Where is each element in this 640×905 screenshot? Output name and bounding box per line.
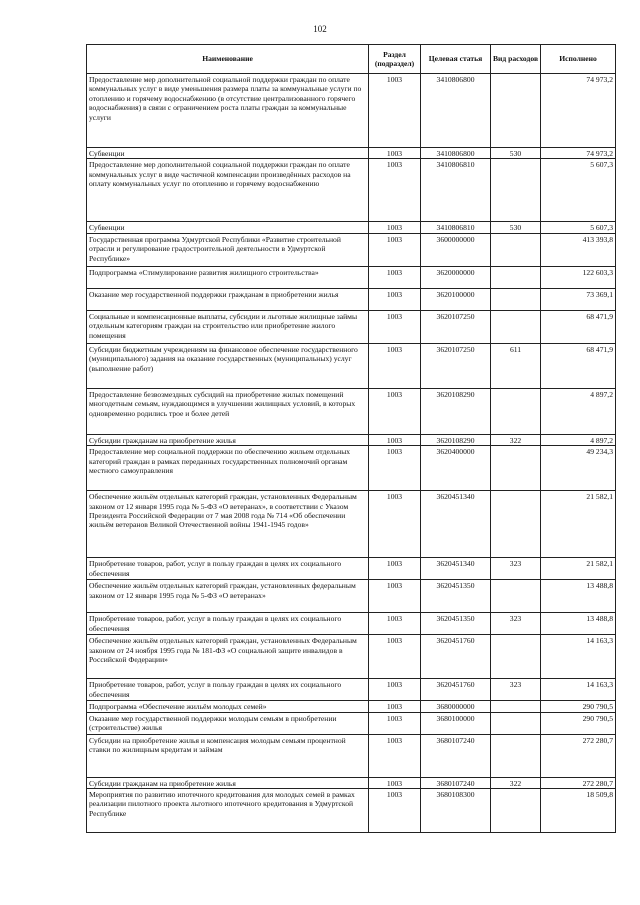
row-amount: 21 582,1 <box>541 558 616 580</box>
row-target: 3410806810 <box>421 159 491 222</box>
table-row <box>87 266 616 288</box>
row-expense-type <box>491 159 541 222</box>
row-amount: 49 234,3 <box>541 446 616 491</box>
row-name: Предоставление мер социальной поддержки по обеспечению жильем отдельных категорий граждан в рамках переданных государственных полномочий органам местного самоуправления <box>87 446 369 491</box>
row-name: Государственная программа Удмуртской Республики «Развитие строительной отрасли и регулирование градостроительной деятельности в Удмуртской Республике» <box>87 233 369 266</box>
row-target: 3410806800 <box>421 148 491 159</box>
row-expense-type: 323 <box>491 558 541 580</box>
row-expense-type <box>491 580 541 613</box>
table-row <box>87 679 616 701</box>
page-number: 102 <box>313 24 327 34</box>
row-name: Обеспечение жильём отдельных категорий граждан, установленных Федеральным законом от 24 ноября 1995 года № 181-ФЗ «О социальной защите инвалидов в Российской Федерации» <box>87 635 369 679</box>
row-amount: 74 973,2 <box>541 74 616 148</box>
row-amount: 272 280,7 <box>541 734 616 777</box>
table-body <box>87 74 616 833</box>
row-section: 1003 <box>369 446 421 491</box>
row-target: 3620451340 <box>421 491 491 558</box>
row-name: Субвенции <box>87 148 369 159</box>
table-row <box>87 434 616 445</box>
row-amount: 122 603,3 <box>541 266 616 288</box>
row-section: 1003 <box>369 388 421 434</box>
row-target: 3680100000 <box>421 712 491 734</box>
row-amount: 13 488,8 <box>541 580 616 613</box>
row-expense-type <box>491 310 541 343</box>
table-header-row <box>87 45 616 74</box>
row-target: 3620451340 <box>421 558 491 580</box>
row-expense-type <box>491 491 541 558</box>
row-expense-type <box>491 635 541 679</box>
row-name: Социальные и компенсационные выплаты, субсидии и льготные жилищные займы отдельным категориям граждан на строительство или приобретение жилого помещения <box>87 310 369 343</box>
row-section: 1003 <box>369 580 421 613</box>
row-name: Обеспечение жильём отдельных категорий граждан, установленных федеральным законом от 12 января 1995 года № 5-ФЗ «О ветеранах» <box>87 580 369 613</box>
table-row <box>87 343 616 388</box>
row-section: 1003 <box>369 712 421 734</box>
row-target: 3620107250 <box>421 310 491 343</box>
table-row <box>87 712 616 734</box>
row-name: Субсидии бюджетным учреждениям на финансовое обеспечение государственного (муниципального) задания на оказание государственных (муниципальных) услуг (выполнение работ) <box>87 343 369 388</box>
row-amount: 4 897,2 <box>541 434 616 445</box>
row-expense-type <box>491 734 541 777</box>
row-section: 1003 <box>369 777 421 788</box>
row-amount: 5 607,3 <box>541 222 616 233</box>
row-target: 3410806800 <box>421 74 491 148</box>
row-section: 1003 <box>369 613 421 635</box>
header-section: Раздел (подраздел) <box>369 45 421 74</box>
row-section: 1003 <box>369 310 421 343</box>
row-amount: 68 471,9 <box>541 310 616 343</box>
row-target: 3680108300 <box>421 789 491 833</box>
row-section: 1003 <box>369 159 421 222</box>
table-row <box>87 233 616 266</box>
row-section: 1003 <box>369 491 421 558</box>
row-expense-type: 322 <box>491 434 541 445</box>
row-expense-type <box>491 701 541 712</box>
row-expense-type <box>491 266 541 288</box>
row-expense-type <box>491 446 541 491</box>
budget-table <box>86 44 616 833</box>
row-name: Оказание мер государственной поддержки гражданам в приобретении жилья <box>87 288 369 310</box>
row-expense-type: 611 <box>491 343 541 388</box>
row-expense-type: 530 <box>491 148 541 159</box>
row-section: 1003 <box>369 288 421 310</box>
table-row <box>87 789 616 833</box>
row-section: 1003 <box>369 679 421 701</box>
table-row <box>87 148 616 159</box>
header-target: Целевая статья <box>421 45 491 74</box>
table-row <box>87 701 616 712</box>
row-amount: 272 280,7 <box>541 777 616 788</box>
row-expense-type: 530 <box>491 222 541 233</box>
row-expense-type <box>491 233 541 266</box>
table-row <box>87 288 616 310</box>
row-target: 3620000000 <box>421 266 491 288</box>
row-amount: 290 790,5 <box>541 701 616 712</box>
table-row <box>87 388 616 434</box>
table-row <box>87 222 616 233</box>
header-name: Наименование <box>87 45 369 74</box>
row-section: 1003 <box>369 434 421 445</box>
row-name: Мероприятия по развитию ипотечного кредитования для молодых семей в рамках реализации пилотного проекта льготного ипотечного кредитования в Удмуртской Республике <box>87 789 369 833</box>
header-executed: Исполнено <box>541 45 616 74</box>
row-name: Субсидии гражданам на приобретение жилья <box>87 777 369 788</box>
table-row <box>87 446 616 491</box>
row-name: Субсидии гражданам на приобретение жилья <box>87 434 369 445</box>
row-expense-type: 323 <box>491 679 541 701</box>
row-target: 3620400000 <box>421 446 491 491</box>
row-target: 3620107250 <box>421 343 491 388</box>
row-section: 1003 <box>369 558 421 580</box>
row-target: 3620451350 <box>421 613 491 635</box>
row-name: Подпрограмма «Обеспечение жильём молодых семей» <box>87 701 369 712</box>
row-section: 1003 <box>369 789 421 833</box>
row-target: 3620100000 <box>421 288 491 310</box>
table-row <box>87 613 616 635</box>
row-name: Приобретение товаров, работ, услуг в пользу граждан в целях их социального обеспечения <box>87 679 369 701</box>
row-target: 3620451760 <box>421 635 491 679</box>
row-expense-type: 323 <box>491 613 541 635</box>
row-amount: 68 471,9 <box>541 343 616 388</box>
row-amount: 13 488,8 <box>541 613 616 635</box>
table-row <box>87 558 616 580</box>
row-section: 1003 <box>369 734 421 777</box>
row-target: 3600000000 <box>421 233 491 266</box>
row-amount: 290 790,5 <box>541 712 616 734</box>
table-row <box>87 580 616 613</box>
row-section: 1003 <box>369 148 421 159</box>
row-name: Обеспечение жильём отдельных категорий граждан, установленных Федеральным законом от 12 января 1995 года № 5-ФЗ «О ветеранах», в соответствии с Указом Президента Российской Федерации от 7 мая 2008 года № 714 «Об обеспечении жильём ветеранов Великой Отечественной войны 1941-1945 годов» <box>87 491 369 558</box>
row-amount: 14 163,3 <box>541 635 616 679</box>
row-section: 1003 <box>369 701 421 712</box>
row-target: 3680107240 <box>421 777 491 788</box>
row-name: Субсидии на приобретение жилья и компенсация молодым семьям процентной ставки по жилищным кредитам и займам <box>87 734 369 777</box>
row-section: 1003 <box>369 74 421 148</box>
row-expense-type <box>491 288 541 310</box>
row-expense-type <box>491 789 541 833</box>
table-row <box>87 734 616 777</box>
row-target: 3620108290 <box>421 434 491 445</box>
row-name: Оказание мер государственной поддержки молодым семьям в приобретении (строительстве) жилья <box>87 712 369 734</box>
row-section: 1003 <box>369 343 421 388</box>
row-amount: 18 509,8 <box>541 789 616 833</box>
row-amount: 74 973,2 <box>541 148 616 159</box>
row-amount: 5 607,3 <box>541 159 616 222</box>
row-target: 3620451760 <box>421 679 491 701</box>
row-expense-type <box>491 74 541 148</box>
table-row <box>87 74 616 148</box>
table-row <box>87 635 616 679</box>
row-amount: 413 393,8 <box>541 233 616 266</box>
row-section: 1003 <box>369 233 421 266</box>
row-target: 3680000000 <box>421 701 491 712</box>
row-name: Предоставление мер дополнительной социальной поддержки граждан по оплате коммунальных услуг в виде уменьшения размера платы за коммунальные услуги по отоплению и горячему водоснабжению (в отсутствие централизованного горячего водоснабжения) в связи с ограничением роста платы граждан за коммунальные услуги <box>87 74 369 148</box>
table-row <box>87 777 616 788</box>
row-name: Подпрограмма «Стимулирование развития жилищного строительства» <box>87 266 369 288</box>
row-section: 1003 <box>369 222 421 233</box>
row-amount: 4 897,2 <box>541 388 616 434</box>
row-target: 3680107240 <box>421 734 491 777</box>
header-expense-type: Вид расходов <box>491 45 541 74</box>
row-target: 3620108290 <box>421 388 491 434</box>
row-target: 3410806810 <box>421 222 491 233</box>
row-amount: 21 582,1 <box>541 491 616 558</box>
row-section: 1003 <box>369 635 421 679</box>
row-amount: 73 369,1 <box>541 288 616 310</box>
row-expense-type: 322 <box>491 777 541 788</box>
row-amount: 14 163,3 <box>541 679 616 701</box>
row-expense-type <box>491 388 541 434</box>
row-section: 1003 <box>369 266 421 288</box>
row-target: 3620451350 <box>421 580 491 613</box>
table-row <box>87 491 616 558</box>
row-name: Предоставление мер дополнительной социальной поддержки граждан по оплате коммунальных услуг в виде частичной компенсации произведённых расходов на оплату коммунальных услуг по отоплению и горячему водоснабжению <box>87 159 369 222</box>
table-row <box>87 159 616 222</box>
table-row <box>87 310 616 343</box>
row-name: Субвенции <box>87 222 369 233</box>
row-name: Приобретение товаров, работ, услуг в пользу граждан в целях их социального обеспечения <box>87 613 369 635</box>
row-name: Предоставление безвозмездных субсидий на приобретение жилых помещений многодетным семьям, нуждающимся в улучшении жилищных условий, в которых одновременно родились трое и более детей <box>87 388 369 434</box>
row-name: Приобретение товаров, работ, услуг в пользу граждан в целях их социального обеспечения <box>87 558 369 580</box>
row-expense-type <box>491 712 541 734</box>
